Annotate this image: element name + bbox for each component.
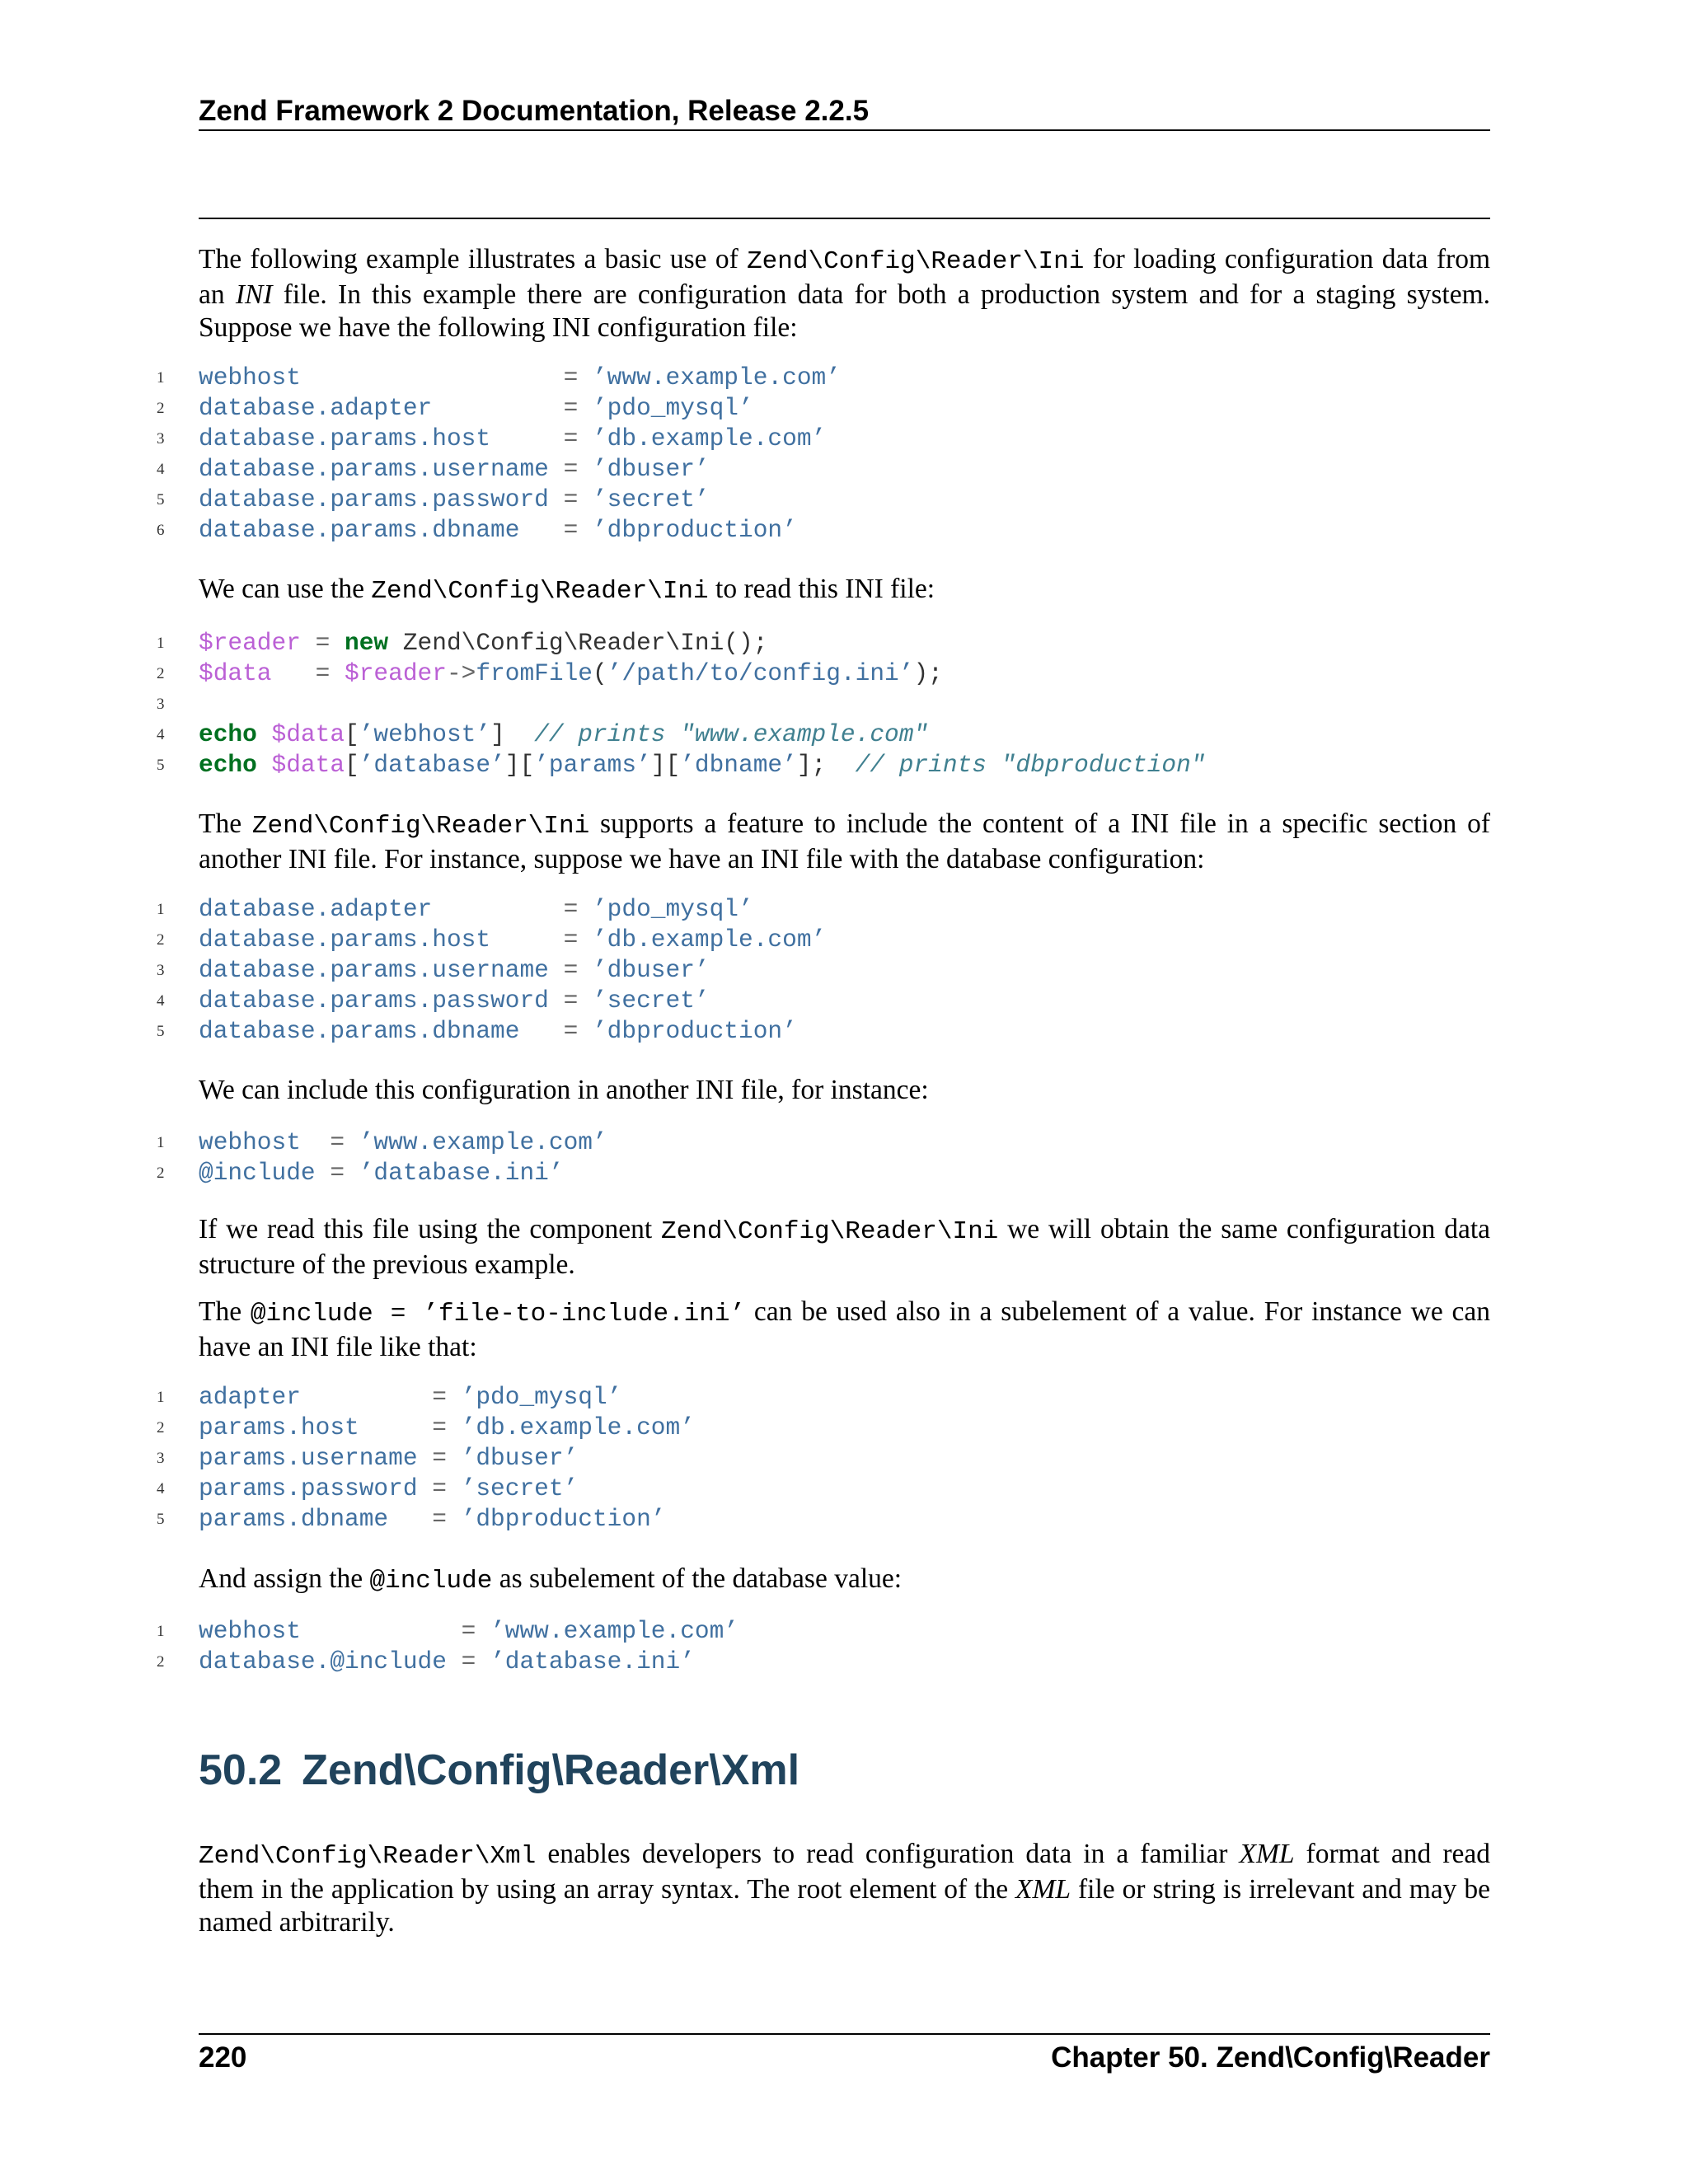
operator: = <box>432 1413 462 1441</box>
ini-value: ’www.example.com’ <box>490 1617 739 1645</box>
ini-key: database.params.password <box>199 987 564 1015</box>
ini-value: ’dbproduction’ <box>461 1505 666 1533</box>
operator: = <box>563 424 593 452</box>
intro-paragraph <box>199 243 1490 344</box>
ini-key: database.adapter <box>199 895 564 923</box>
text: format and read them in the application by using an array syntax. The root element of the <box>199 1839 1491 1905</box>
include-config-paragraph <box>199 1074 1490 1107</box>
line-number: 2 <box>157 1653 165 1671</box>
php-keyword: new <box>345 629 389 657</box>
line-number: 4 <box>157 461 165 478</box>
line-number: 2 <box>157 1419 165 1436</box>
code-block-database-ini <box>157 894 1490 1047</box>
code-line <box>157 658 1490 689</box>
code-block-database-include <box>157 1616 1490 1677</box>
line-number: 5 <box>157 757 165 774</box>
php-method: fromFile <box>476 659 593 687</box>
punctuation: ]; <box>796 751 827 779</box>
ini-value: ’dbuser’ <box>461 1444 579 1472</box>
operator: = <box>271 659 345 687</box>
operator: = <box>300 629 345 657</box>
text: can be used also in a subelement of a value. For instance we can have an INI file like that: <box>199 1296 1491 1362</box>
inline-code: @include = ’file-to-include.ini’ <box>250 1300 746 1329</box>
ini-value: ’database.ini’ <box>359 1159 564 1187</box>
ini-value: ’pdo_mysql’ <box>592 394 753 422</box>
ini-value: ’db.example.com’ <box>461 1413 695 1441</box>
operator: = <box>563 485 593 513</box>
ini-value: ’pdo_mysql’ <box>461 1383 622 1411</box>
ini-key: params.dbname <box>199 1505 433 1533</box>
text: supports a feature to include the content of a INI file in a specific section of another INI file. For instance, suppose we have an INI file with the database configuration: <box>199 808 1490 874</box>
xml-reader-paragraph <box>199 1838 1490 1939</box>
line-number: 1 <box>157 1623 165 1640</box>
line-number: 4 <box>157 726 165 743</box>
ini-key: database.adapter <box>199 394 564 422</box>
inline-code: Zend\Config\Reader\Ini <box>371 577 709 606</box>
ini-value: ’dbuser’ <box>592 455 710 483</box>
operator: = <box>461 1617 491 1645</box>
operator: = <box>563 394 593 422</box>
php-keyword: echo <box>199 720 257 748</box>
punctuation: ][ <box>650 751 681 779</box>
line-number: 4 <box>157 992 165 1010</box>
text: The <box>199 1296 251 1327</box>
ini-value: ’database.ini’ <box>490 1647 695 1675</box>
php-variable: $data <box>256 751 345 779</box>
emphasis: INI <box>235 279 273 310</box>
emphasis: XML <box>1239 1839 1295 1869</box>
code-line <box>157 1616 1490 1647</box>
punctuation: ( <box>592 659 607 687</box>
ini-key: database.params.host <box>199 926 564 954</box>
ini-value: ’db.example.com’ <box>592 424 827 452</box>
footer-rule <box>199 2033 1490 2035</box>
ini-value: ’db.example.com’ <box>592 926 827 954</box>
php-comment: // prints "dbproduction" <box>826 751 1206 779</box>
subelement-paragraph <box>199 1296 1490 1364</box>
ini-key: params.username <box>199 1444 433 1472</box>
code-line <box>157 363 1490 393</box>
code-line <box>157 1647 1490 1677</box>
text: If we read this file using the component <box>199 1214 662 1244</box>
ini-value: ’secret’ <box>461 1474 579 1502</box>
line-number: 5 <box>157 491 165 509</box>
line-number: 3 <box>157 1450 165 1467</box>
code-line <box>157 689 1490 719</box>
ini-key: params.password <box>199 1474 433 1502</box>
ini-value: ’www.example.com’ <box>592 363 841 391</box>
section-heading <box>199 1741 799 1799</box>
operator: = <box>563 516 593 544</box>
php-variable: $reader <box>199 629 301 657</box>
text: The <box>199 808 252 839</box>
php-comment: // prints "www.example.com" <box>504 720 929 748</box>
code-line <box>157 1413 1490 1443</box>
punctuation: [ <box>345 751 359 779</box>
line-number: 4 <box>157 1480 165 1497</box>
code-line <box>157 628 1490 658</box>
code-line <box>157 894 1490 925</box>
code-line <box>157 1158 1490 1188</box>
page-number: 220 <box>199 2041 247 2074</box>
section-title: Zend\Config\Reader\Xml <box>302 1746 800 1794</box>
ini-value: ’dbuser’ <box>592 956 710 984</box>
assign-include-paragraph <box>199 1563 1490 1598</box>
code-line <box>157 485 1490 515</box>
operator: = <box>563 363 593 391</box>
line-number: 1 <box>157 1134 165 1151</box>
line-number: 6 <box>157 522 165 539</box>
running-header-title: Zend Framework 2 Documentation, Release 2.2.5 <box>199 95 870 127</box>
operator: = <box>563 926 593 954</box>
same-structure-paragraph <box>199 1213 1490 1282</box>
php-variable: $data <box>256 720 345 748</box>
header-rule <box>199 129 1490 131</box>
php-string: ’params’ <box>534 751 651 779</box>
php-string: ’database’ <box>359 751 505 779</box>
ini-key: params.host <box>199 1413 433 1441</box>
operator: = <box>432 1474 462 1502</box>
inline-code: Zend\Config\Reader\Ini <box>251 812 590 841</box>
code-line <box>157 986 1490 1016</box>
line-number: 1 <box>157 635 165 652</box>
line-number: 3 <box>157 696 165 713</box>
line-number: 2 <box>157 665 165 682</box>
section-divider-rule <box>199 218 1490 219</box>
punctuation: ][ <box>504 751 535 779</box>
inline-code: Zend\Config\Reader\Ini <box>661 1217 999 1246</box>
code-line <box>157 424 1490 454</box>
ini-key: adapter <box>199 1383 433 1411</box>
text: file or string is irrelevant and may be named arbitrarily. <box>199 1874 1490 1938</box>
text: enables developers to read configuration data in a familiar <box>536 1839 1240 1869</box>
operator: = <box>432 1383 462 1411</box>
code-line <box>157 1443 1490 1474</box>
operator: = <box>432 1505 462 1533</box>
line-number: 3 <box>157 962 165 979</box>
code-line <box>157 393 1490 424</box>
ini-key: @include <box>199 1159 331 1187</box>
code-line <box>157 719 1490 750</box>
operator: = <box>461 1647 491 1675</box>
text: And assign the <box>199 1563 370 1594</box>
use-reader-paragraph <box>199 573 1490 608</box>
line-number: 2 <box>157 1165 165 1182</box>
line-number: 5 <box>157 1511 165 1528</box>
text: We can use the <box>199 574 372 604</box>
ini-key: database.params.username <box>199 956 564 984</box>
code-block-php-reader <box>157 628 1490 780</box>
text: as subelement of the database value: <box>492 1563 903 1594</box>
ini-value: ’dbproduction’ <box>592 1017 797 1045</box>
line-number: 1 <box>157 901 165 918</box>
code-line <box>157 955 1490 986</box>
punctuation: [ <box>345 720 359 748</box>
php-string: ’dbname’ <box>680 751 797 779</box>
code-line <box>157 1504 1490 1535</box>
ini-value: ’secret’ <box>592 987 710 1015</box>
ini-value: ’pdo_mysql’ <box>592 895 753 923</box>
operator: = <box>563 1017 593 1045</box>
code-line <box>157 750 1490 780</box>
include-feature-paragraph <box>199 808 1490 876</box>
operator: = <box>330 1159 359 1187</box>
section-number: 50.2 <box>199 1746 283 1794</box>
operator: = <box>563 455 593 483</box>
ini-value: ’www.example.com’ <box>359 1128 607 1156</box>
punctuation: ); <box>913 659 943 687</box>
code-block-include-ini <box>157 1127 1490 1188</box>
inline-code: Zend\Config\Reader\Xml <box>199 1842 537 1871</box>
text: file. In this example there are configuration data for both a production system and for a staging system. Suppose we have the following INI configuration file: <box>199 279 1491 343</box>
php-string: ’/path/to/config.ini’ <box>607 659 914 687</box>
ini-value: ’dbproduction’ <box>592 516 797 544</box>
code-line <box>157 1016 1490 1047</box>
code-line <box>157 1382 1490 1413</box>
text: The following example illustrates a basic use of <box>199 244 748 274</box>
php-variable: $reader <box>345 659 447 687</box>
ini-key: webhost <box>199 363 564 391</box>
operator: -> <box>446 659 476 687</box>
footer-chapter-title: Chapter 50. Zend\Config\Reader <box>1051 2041 1490 2074</box>
ini-key: webhost <box>199 1128 331 1156</box>
operator: = <box>563 956 593 984</box>
text: We can include this configuration in another INI file, for instance: <box>199 1075 929 1105</box>
text: for loading configuration data from an <box>199 244 1490 310</box>
line-number: 5 <box>157 1023 165 1040</box>
code-block-params-ini <box>157 1382 1490 1535</box>
line-number: 3 <box>157 430 165 448</box>
ini-key: database.params.password <box>199 485 564 513</box>
php-keyword: echo <box>199 751 257 779</box>
inline-code: @include <box>369 1567 493 1596</box>
text: we will obtain the same configuration data structure of the previous example. <box>199 1214 1490 1280</box>
ini-key: database.params.dbname <box>199 516 564 544</box>
operator: = <box>330 1128 359 1156</box>
operator: = <box>432 1444 462 1472</box>
code-block-ini-config <box>157 363 1490 546</box>
text: to read this INI file: <box>708 574 935 604</box>
code-line <box>157 454 1490 485</box>
ini-key: database.params.host <box>199 424 564 452</box>
ini-value: ’secret’ <box>592 485 710 513</box>
line-number: 1 <box>157 1389 165 1406</box>
code-line <box>157 515 1490 546</box>
inline-code: Zend\Config\Reader\Ini <box>747 247 1085 276</box>
code-line <box>157 1127 1490 1158</box>
punctuation: ] <box>490 720 505 748</box>
php-variable: $data <box>199 659 272 687</box>
php-class-call: Zend\Config\Reader\Ini(); <box>388 629 768 657</box>
emphasis: XML <box>1015 1874 1071 1905</box>
line-number: 2 <box>157 931 165 949</box>
line-number: 1 <box>157 369 165 387</box>
ini-key: database.params.username <box>199 455 564 483</box>
ini-key: database.params.dbname <box>199 1017 564 1045</box>
line-number: 2 <box>157 400 165 417</box>
operator: = <box>563 987 593 1015</box>
php-string: ’webhost’ <box>359 720 491 748</box>
code-line <box>157 1474 1490 1504</box>
code-line <box>157 925 1490 955</box>
operator: = <box>563 895 593 923</box>
ini-key: webhost <box>199 1617 462 1645</box>
ini-key: database.@include <box>199 1647 462 1675</box>
